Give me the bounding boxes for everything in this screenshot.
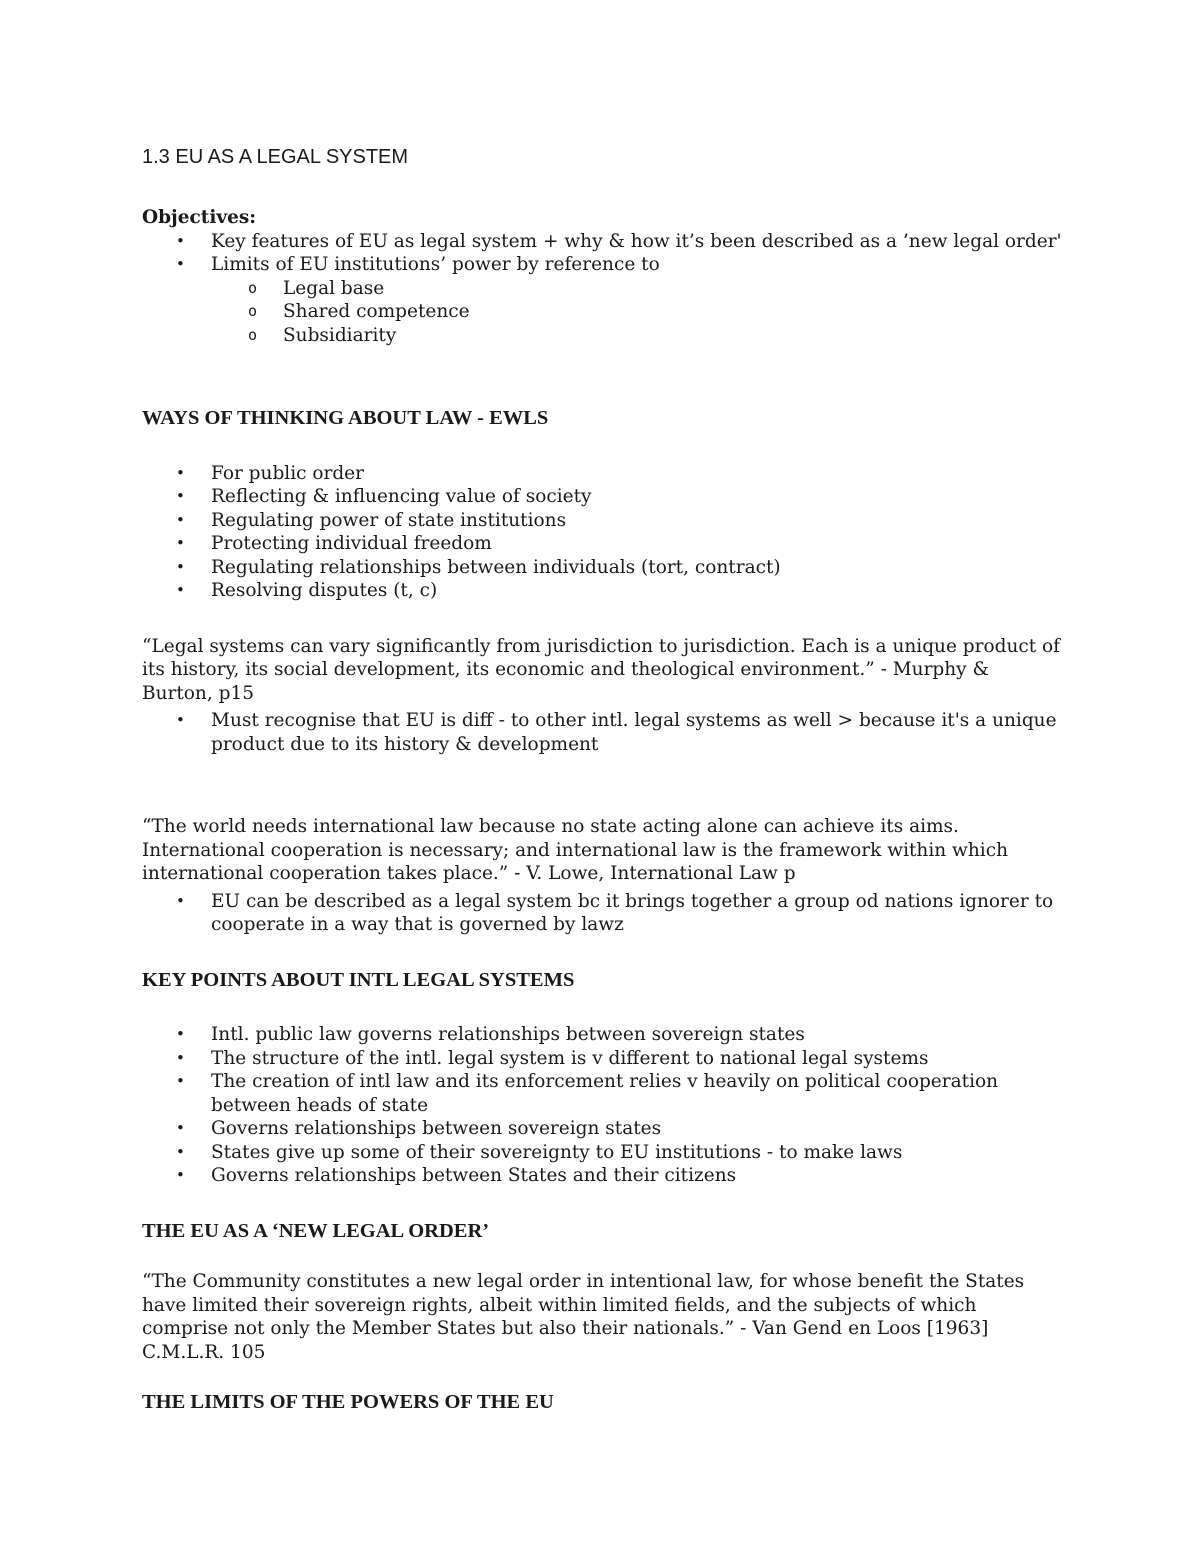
bullet-icon: • (176, 255, 185, 273)
section-heading-new-order: THE EU AS A ‘NEW LEGAL ORDER’ (142, 1219, 490, 1242)
bullet-icon: • (176, 891, 185, 910)
page-title: 1.3 EU AS A LEGAL SYSTEM (142, 146, 409, 168)
list-item: • Resolving disputes (t, c) (176, 580, 438, 601)
key-points-list (142, 1023, 1062, 1188)
lowe-list (142, 890, 1062, 937)
sub-list-item: o Subsidiarity (248, 324, 397, 346)
murphy-list (142, 709, 1062, 756)
bullet-icon: • (176, 711, 185, 729)
list-item: • Regulating relationships between individuals (tort, contract) (176, 556, 781, 578)
sub-list-item: o Shared competence (248, 301, 470, 322)
section-heading-limits: THE LIMITS OF THE POWERS OF THE EU (142, 1391, 554, 1413)
list-item: • Regulating power of state institutions (176, 509, 567, 531)
bullet-icon: • (176, 581, 185, 599)
list-item: • Limits of EU institutions’ power by reference to (176, 254, 660, 275)
bullet-icon: • (176, 510, 185, 529)
section-heading-key-points: KEY POINTS ABOUT INTL LEGAL SYSTEMS (142, 968, 575, 991)
objectives-list (142, 230, 1062, 277)
quote-van-gend: “The Community constitutes a new legal order in intentional law, for whose benefit the States have limited their sovereign rights, albeit within limited fields, and the subjects of which comprise not only the Member States but also their nationals.” - Van Gend en Loos [1963] C.M.L.R. 105 (142, 1271, 1025, 1363)
bullet-icon: • (176, 463, 185, 482)
quote-lowe: “The world needs international law because no state acting alone can achieve its aims. International cooperation is necessary; and international law is the framework within which international cooperation takes place.” - V. Lowe, International Law p (142, 816, 1009, 884)
bullet-icon: • (176, 1166, 185, 1184)
bullet-icon: • (176, 1048, 185, 1067)
bullet-icon: • (176, 534, 185, 552)
list-item: • Protecting individual freedom (176, 533, 492, 554)
list-item: • Key features of EU as legal system + why & how it’s been described as a ’new legal order' (176, 230, 1062, 252)
list-item: • Intl. public law governs relationships between sovereign states (176, 1024, 805, 1045)
list-item: • Governs relationships between States and their citizens (176, 1165, 737, 1186)
objectives-label: Objectives: (142, 207, 257, 228)
quote-murphy: “Legal systems can vary significantly from jurisdiction to jurisdiction. Each is a unique product of its history, its social development, its economic and theological environment.” - Murphy & Burton, p15 (142, 635, 1061, 704)
bullet-icon: • (176, 1119, 185, 1137)
section-heading-ways: WAYS OF THINKING ABOUT LAW - EWLS (142, 407, 549, 429)
sub-bullet-icon: o (248, 325, 258, 344)
list-item: • For public order (176, 462, 364, 484)
bullet-icon: • (176, 1025, 185, 1043)
list-item: • Reflecting & influencing value of society (176, 486, 592, 507)
list-item: • States give up some of their sovereignty to EU institutions - to make laws (176, 1141, 903, 1163)
ways-list (142, 462, 1062, 603)
list-item: • Governs relationships between sovereign states (176, 1118, 662, 1139)
bullet-icon: • (176, 231, 185, 250)
list-item: • Must recognise that EU is diff - to other intl. legal systems as well > because it's a unique product due to its history & development (176, 710, 1057, 755)
bullet-icon: • (176, 1142, 185, 1161)
sub-list-item: o Legal base (248, 277, 385, 299)
bullet-icon: • (176, 487, 185, 505)
objectives-sub-list (142, 277, 1062, 348)
bullet-icon: • (176, 1072, 185, 1090)
sub-bullet-icon: o (248, 302, 258, 320)
document-page (142, 140, 1062, 1415)
sub-bullet-icon: o (248, 278, 258, 297)
list-item: • The creation of intl law and its enforcement relies v heavily on political cooperation between heads of state (176, 1071, 999, 1116)
bullet-icon: • (176, 557, 185, 576)
list-item: • EU can be described as a legal system bc it brings together a group od nations ignorer to cooperate in a way that is governed by lawz (176, 890, 1054, 935)
list-item: • The structure of the intl. legal system is v different to national legal systems (176, 1047, 929, 1069)
